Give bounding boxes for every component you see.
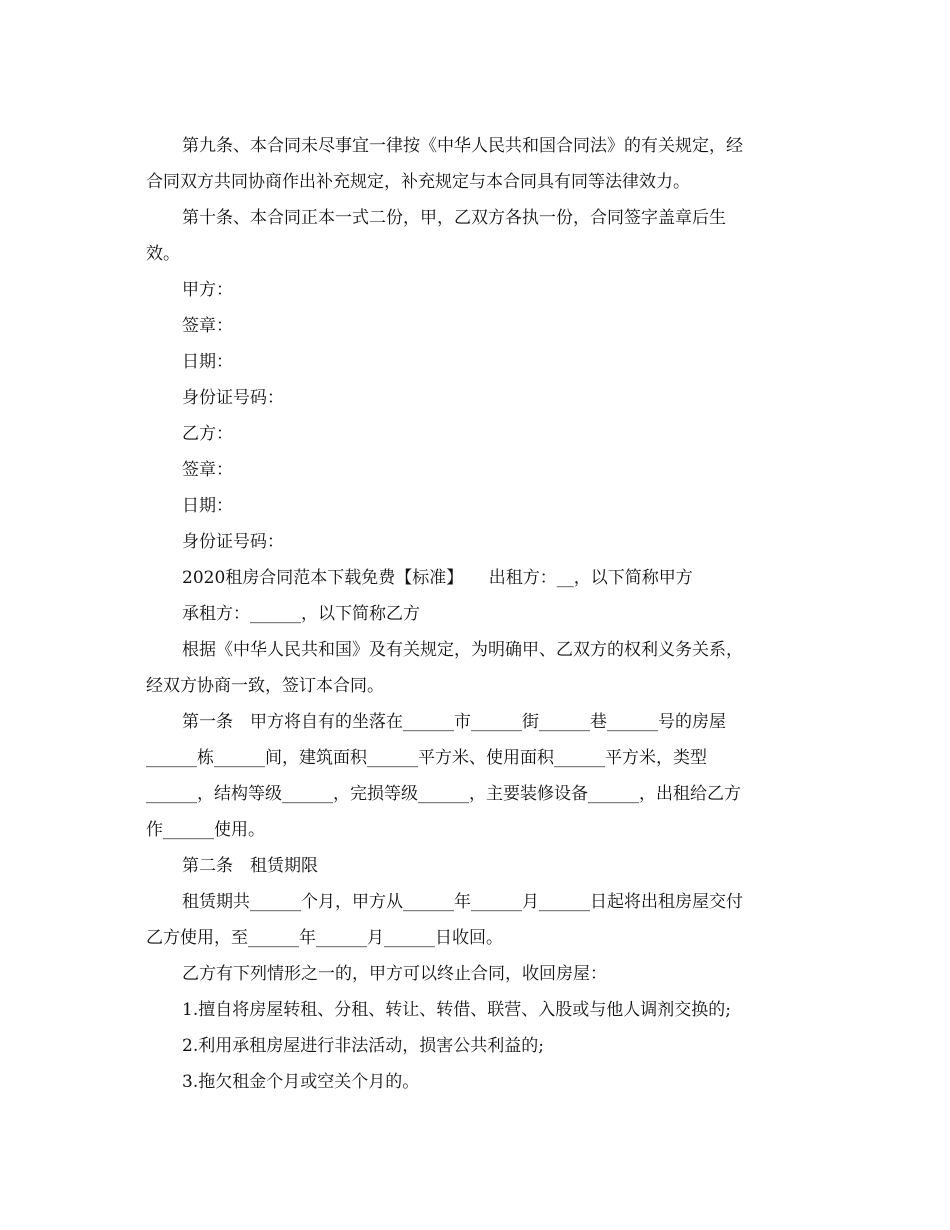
contract-title-line: 2020租房合同范本下载免费【标准】 出租方：__，以下简称甲方 [182, 568, 693, 588]
party-b-label: 乙方： [182, 424, 233, 444]
article-2-line-2: 乙方使用，至______年______月______日收回。 [146, 928, 503, 948]
article-1-line-3: ______，结构等级______，完损等级______，主要装修设备______，出租给乙方 [146, 784, 741, 804]
termination-item-3: 3.拖欠租金个月或空关个月的。 [182, 1072, 420, 1092]
termination-item-2: 2.利用承租房屋进行非法活动，损害公共利益的; [182, 1036, 544, 1056]
termination-intro: 乙方有下列情形之一的，甲方可以终止合同，收回房屋： [182, 964, 607, 984]
party-a-id-label: 身份证号码： [182, 388, 284, 408]
document-page [146, 128, 802, 1100]
lessee-line: 承租方：______，以下简称乙方 [182, 604, 420, 624]
article-9-line-1: 第九条、本合同未尽事宜一律按《中华人民共和国合同法》的有关规定，经 [182, 136, 743, 156]
article-9-line-2: 合同双方共同协商作出补充规定，补充规定与本合同具有同等法律效力。 [146, 172, 690, 192]
article-1-line-4: 作______使用。 [146, 820, 265, 840]
article-10-line-2: 效。 [146, 244, 180, 264]
party-a-signature-label: 签章： [182, 316, 233, 336]
article-1-line-1: 第一条 甲方将自有的坐落在______市______街______巷______号的房屋 [182, 712, 726, 732]
party-b-id-label: 身份证号码： [182, 532, 284, 552]
article-1-line-2: ______栋______间，建筑面积______平方米、使用面积______平方米，类型 [146, 748, 707, 768]
party-b-date-label: 日期： [182, 496, 233, 516]
article-2-line-1: 租赁期共______个月，甲方从______年______月______日起将出租房屋交付 [182, 892, 743, 912]
party-b-signature-label: 签章： [182, 460, 233, 480]
article-2-title: 第二条 租赁期限 [182, 856, 318, 876]
basis-line-1: 根据《中华人民共和国》及有关规定，为明确甲、乙双方的权利义务关系， [182, 640, 743, 660]
party-a-date-label: 日期： [182, 352, 233, 372]
basis-line-2: 经双方协商一致，签订本合同。 [146, 676, 384, 696]
party-a-label: 甲方： [182, 280, 233, 300]
termination-item-1: 1.擅自将房屋转租、分租、转让、转借、联营、入股或与他人调剂交换的; [182, 1000, 731, 1020]
article-10-line-1: 第十条、本合同正本一式二份，甲，乙双方各执一份，合同签字盖章后生 [182, 208, 726, 228]
